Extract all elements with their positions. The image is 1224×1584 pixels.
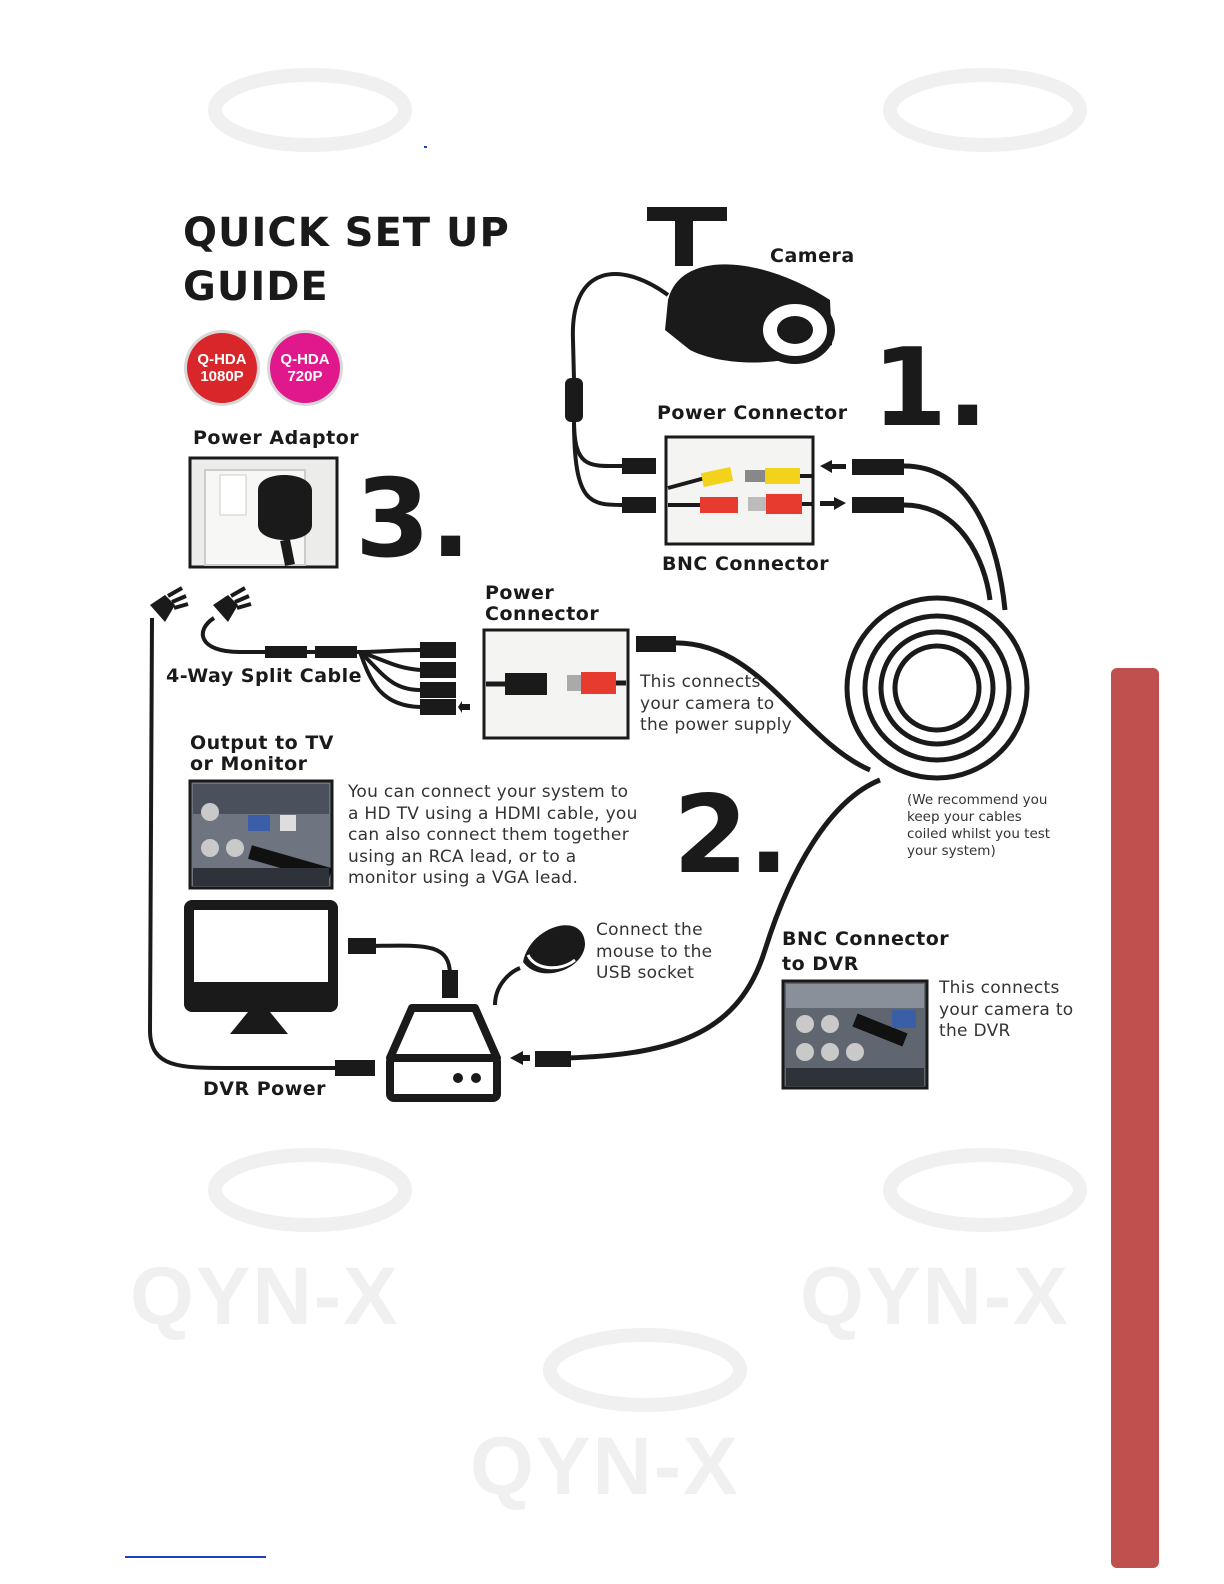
recommend-note: (We recommend you keep your cables coiled whilst you test your system) xyxy=(907,792,1051,859)
bnc-dvr-label: BNC Connector to DVR xyxy=(782,928,950,975)
bnc-connector-label: BNC Connector xyxy=(662,553,830,575)
mouse-icon xyxy=(495,925,585,1005)
connector-photo xyxy=(666,437,813,544)
badge-720p: Q-HDA 720P xyxy=(270,333,340,403)
plug-icon xyxy=(852,497,904,513)
camera-icon xyxy=(647,207,832,363)
camera-label: Camera xyxy=(770,245,855,267)
arrow-icon xyxy=(510,1051,530,1065)
dvr-power-label: DVR Power xyxy=(203,1078,327,1100)
power-adaptor-label: Power Adaptor xyxy=(193,427,360,449)
watermark-text: QYN-X xyxy=(130,1251,400,1342)
plug-icon xyxy=(535,1051,571,1067)
split-cable xyxy=(203,618,420,707)
output-tv-label: Output to TV or Monitor xyxy=(190,732,335,775)
wall-plug-icon xyxy=(150,588,251,622)
power-adaptor-photo-content xyxy=(205,470,312,565)
cable-junction xyxy=(565,378,583,422)
page-title: QUICK SET UP GUIDE xyxy=(183,210,510,310)
dvr-icon xyxy=(390,1008,497,1098)
power-supply-note: This connects your camera to the power supply xyxy=(640,672,793,735)
arrow-icon xyxy=(820,460,846,510)
plug-icon xyxy=(335,1060,375,1076)
watermark-text: QYN-X xyxy=(470,1421,740,1512)
dvr-note: This connects your camera to the DVR xyxy=(939,978,1074,1041)
mouse-note: Connect the mouse to the USB socket xyxy=(596,920,713,983)
watermark-text: QYN-X xyxy=(800,1251,1070,1342)
plug-icon xyxy=(636,636,676,652)
sidebar-tab xyxy=(1111,668,1159,1568)
plug-icon xyxy=(852,459,904,475)
badge-1080p: Q-HDA 1080P xyxy=(187,333,257,403)
plug-icon xyxy=(348,938,376,954)
power-connector-label: Power Connector xyxy=(657,402,848,424)
output-note: You can connect your system to a HD TV using a HDMI cable, you can also connect them together using an RCA lead, or to a monitor using a VGA lead. xyxy=(348,782,638,888)
footer-link-underline[interactable] xyxy=(125,1556,266,1558)
step-number-2: 2. xyxy=(673,773,790,898)
power-connector-mid-label: Power Connector xyxy=(485,582,600,625)
step-number-3: 3. xyxy=(355,457,472,582)
step-number-1: 1. xyxy=(872,326,989,451)
monitor-icon xyxy=(184,900,338,1034)
plug-icon xyxy=(622,497,656,513)
plug-icon xyxy=(442,970,458,998)
split-cable-label: 4-Way Split Cable xyxy=(166,665,363,687)
plug-icon xyxy=(622,458,656,474)
